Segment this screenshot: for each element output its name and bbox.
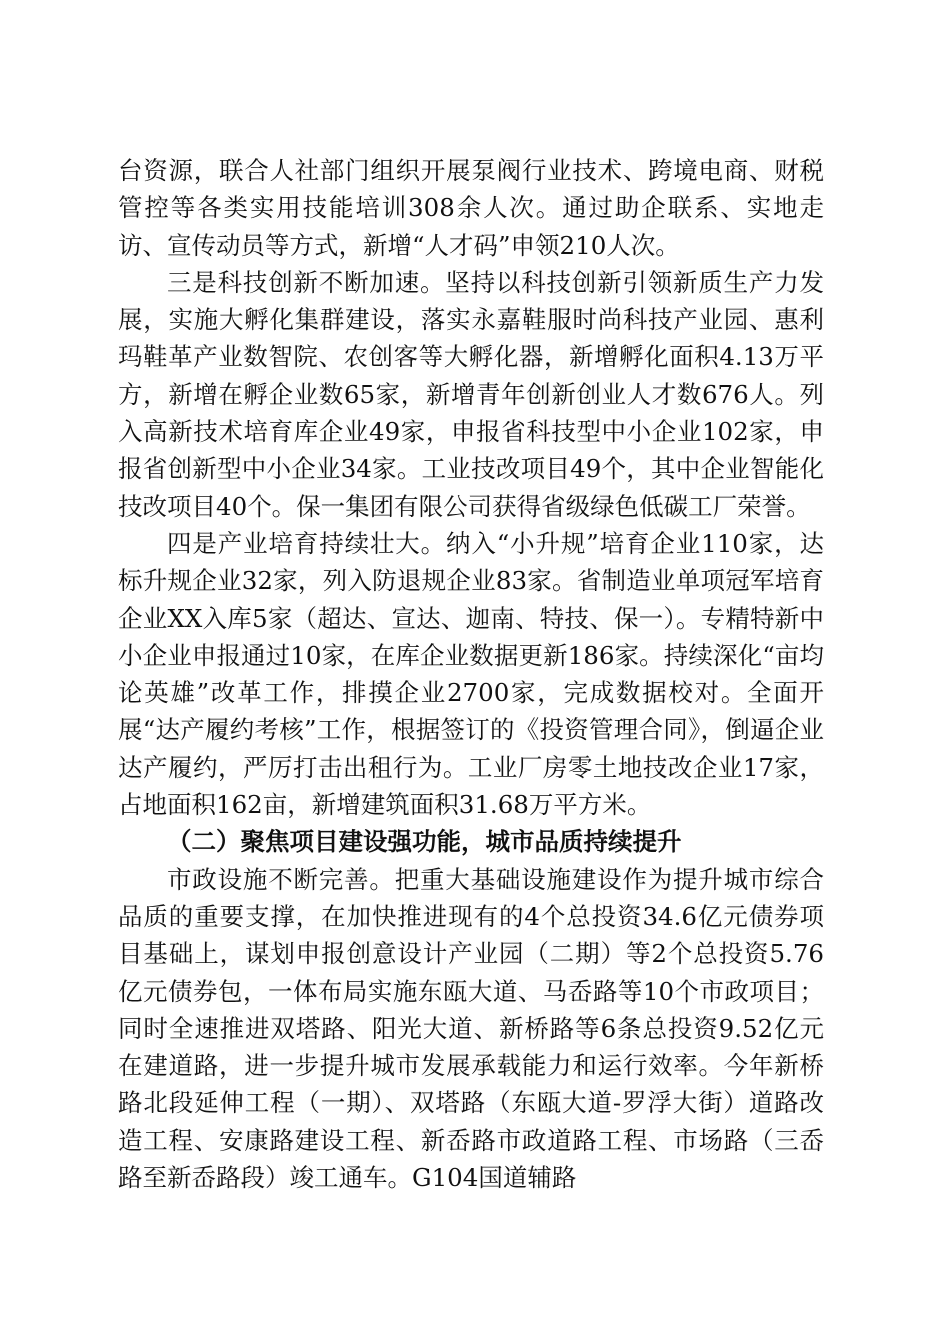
paragraph-tech-innovation: 三是科技创新不断加速。坚持以科技创新引领新质生产力发展，实施大孵化集群建设，落实永嘉鞋服时尚科技产业园、惠利玛鞋革产业数智院、农创客等大孵化器，新增孵化面积4.13万平方，新增在孵企业数65家，新增青年创新创业人才数676人。列入高新技术培育库企业49家，申报省科技型中小企业102家，申报省创新型中小企业34家。工业技改项目49个，其中企业智能化技改项目40个。保一集团有限公司获得省级绿色低碳工厂荣誉。	[118, 267, 824, 521]
paragraph-municipal-facilities: 市政设施不断完善。把重大基础设施建设作为提升城市综合品质的重要支撑，在加快推进现有的4个总投资34.6亿元债券项目基础上，谋划申报创意设计产业园（二期）等2个总投资5.76亿元债券包，一体布局实施东瓯大道、马岙路等10个市政项目；同时全速推进双塔路、阳光大道、新桥路等6条总投资9.52亿元在建道路，进一步提升城市发展承载能力和运行效率。今年新桥路北段延伸工程（一期）、双塔路（东瓯大道-罗浮大街）道路改造工程、安康路建设工程、新岙路市政道路工程、市场路（三岙路至新岙路段）竣工通车。G104国道辅路	[118, 864, 824, 1193]
section-heading: （二）聚焦项目建设强功能，城市品质持续提升	[167, 827, 682, 857]
document-body	[118, 152, 824, 1196]
paragraph-talent-training: 台资源，联合人社部门组织开展泵阀行业技术、跨境电商、财税管控等各类实用技能培训308余人次。通过助企联系、实地走访、宣传动员等方式，新增“人才码”申领210人次。	[118, 156, 824, 260]
paragraph-industry-cultivation: 四是产业培育持续壮大。纳入“小升规”培育企业110家，达标升规企业32家，列入防退规企业83家。省制造业单项冠军培育企业XX入库5家（超达、宣达、迦南、特技、保一）。专精特新中小企业申报通过10家，在库企业数据更新186家。持续深化“亩均论英雄”改革工作，排摸企业2700家，完成数据校对。全面开展“达产履约考核”工作，根据签订的《投资管理合同》，倒逼企业达产履约，严厉打击出租行为。工业厂房零土地技改企业17家，占地面积162亩，新增建筑面积31.68万平方米。	[118, 528, 824, 820]
